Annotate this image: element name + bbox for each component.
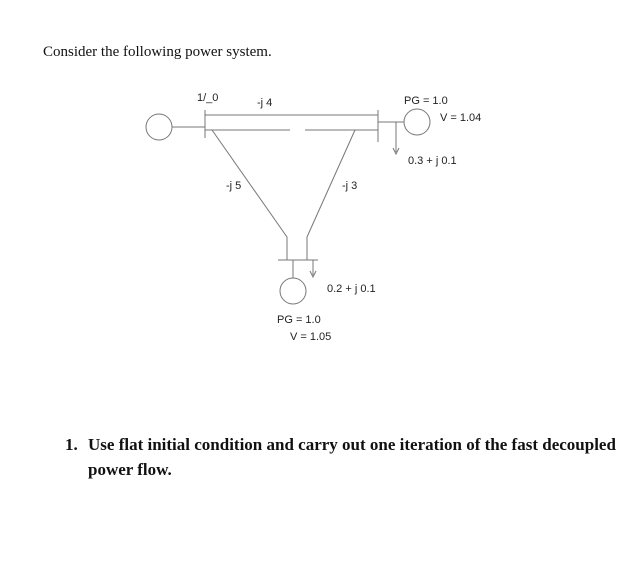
question-text: Use flat initial condition and carry out one iteration of the fast decoupled power flow. xyxy=(88,435,616,479)
line12-impedance-label: -j 4 xyxy=(257,97,273,109)
line13-impedance-label: -j 5 xyxy=(226,180,242,192)
line23-impedance-label: -j 3 xyxy=(342,180,358,192)
bus2-load-label: 0.3 + j 0.1 xyxy=(408,155,457,167)
bus1-voltage-label: 1/_0 xyxy=(197,92,219,104)
bus1-generator xyxy=(146,114,172,140)
question-number: 1. xyxy=(65,435,78,454)
question-item xyxy=(65,432,625,482)
bus2-generator xyxy=(404,109,430,135)
bus2-pg-label: PG = 1.0 xyxy=(404,95,448,107)
intro-text: Consider the following power system. xyxy=(43,44,272,60)
bus3-pg-label: PG = 1.0 xyxy=(277,314,321,326)
bus2-v-label: V = 1.04 xyxy=(440,112,482,124)
bus3-generator xyxy=(280,278,306,304)
bus3-load-label: 0.2 + j 0.1 xyxy=(327,283,376,295)
bus3-v-label: V = 1.05 xyxy=(290,331,332,343)
